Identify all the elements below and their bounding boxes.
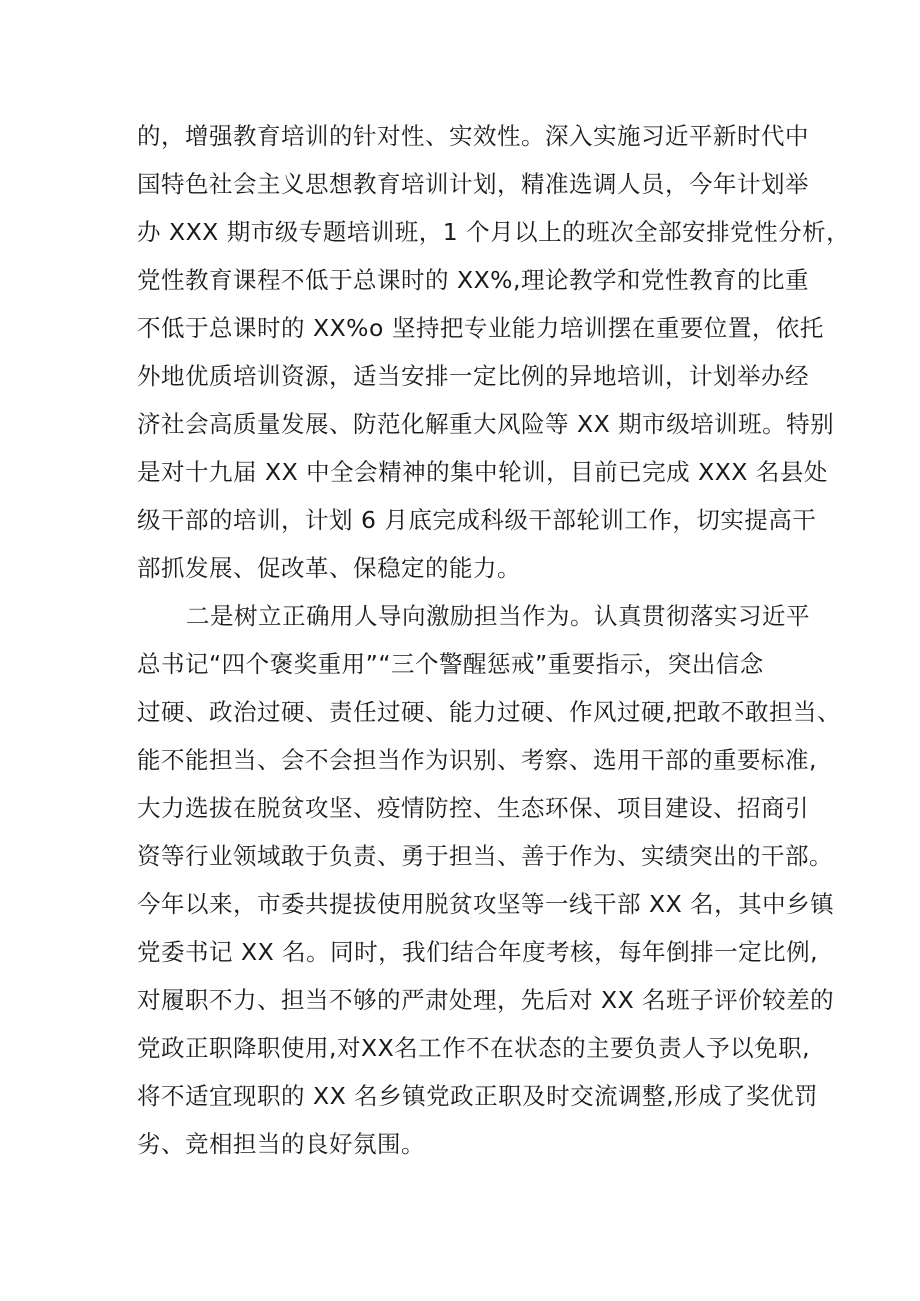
paragraph-2-line: 今年以来，市委共提拔使用脱贫攻坚等一线干部 XX 名，其中乡镇 bbox=[137, 890, 835, 918]
paragraph-2-line: 总书记“四个褒奖重用”“三个警醒惩戒”重要指示，突出信念 bbox=[137, 650, 764, 678]
paragraph-2-line: 资等行业领域敢于负责、勇于担当、善于作为、实绩突出的干部。 bbox=[137, 842, 833, 870]
paragraph-1-line: 党性教育课程不低于总课时的 XX%,理论教学和党性教育的比重 bbox=[137, 266, 809, 294]
paragraph-1-line: 是对十九届 XX 中全会精神的集中轮训，目前已完成 XXX 名县处 bbox=[137, 458, 828, 486]
paragraph-1-line: 不低于总课时的 XX%o 坚持把专业能力培训摆在重要位置，依托 bbox=[137, 314, 824, 342]
paragraph-1-line: 外地优质培训资源，适当安排一定比例的异地培训，计划举办经 bbox=[137, 362, 809, 390]
paragraph-2-line: 大力选拔在脱贫攻坚、疫情防控、生态环保、项目建设、招商引 bbox=[137, 794, 809, 822]
paragraph-2-line: 能不能担当、会不会担当作为识别、考察、选用干部的重要标准, bbox=[137, 746, 817, 774]
paragraph-2-line: 党委书记 XX 名。同时，我们结合年度考核，每年倒排一定比例, bbox=[137, 938, 819, 966]
paragraph-2-line: 劣、竞相担当的良好氛围。 bbox=[137, 1130, 425, 1158]
paragraph-1-line: 部抓发展、促改革、保稳定的能力。 bbox=[137, 554, 521, 582]
paragraph-2-line: 将不适宜现职的 XX 名乡镇党政正职及时交流调整,形成了奖优罚 bbox=[137, 1082, 819, 1110]
paragraph-1-line: 国特色社会主义思想教育培训计划，精准选调人员，今年计划举 bbox=[137, 170, 809, 198]
paragraph-2-line: 对履职不力、担当不够的严肃处理，先后对 XX 名班子评价较差的 bbox=[137, 986, 835, 1014]
paragraph-1-line: 级干部的培训，计划 6 月底完成科级干部轮训工作，切实提高干 bbox=[137, 506, 817, 534]
paragraph-2-line: 过硬、政治过硬、责任过硬、能力过硬、作风过硬,把敢不敢担当、 bbox=[137, 698, 841, 726]
paragraph-2-line: 党政正职降职使用,对XX名工作不在状态的主要负责人予以免职, bbox=[137, 1034, 811, 1062]
paragraph-1-line: 的，增强教育培训的针对性、实效性。深入实施习近平新时代中 bbox=[137, 122, 809, 150]
paragraph-1-line: 办 XXX 期市级专题培训班，1 个月以上的班次全部安排党性分析， bbox=[137, 218, 851, 246]
paragraph-1-line: 济社会高质量发展、防范化解重大风险等 XX 期市级培训班。特别 bbox=[137, 410, 835, 438]
paragraph-2-line: 二是树立正确用人导向激励担当作为。认真贯彻落实习近平 bbox=[186, 602, 810, 630]
